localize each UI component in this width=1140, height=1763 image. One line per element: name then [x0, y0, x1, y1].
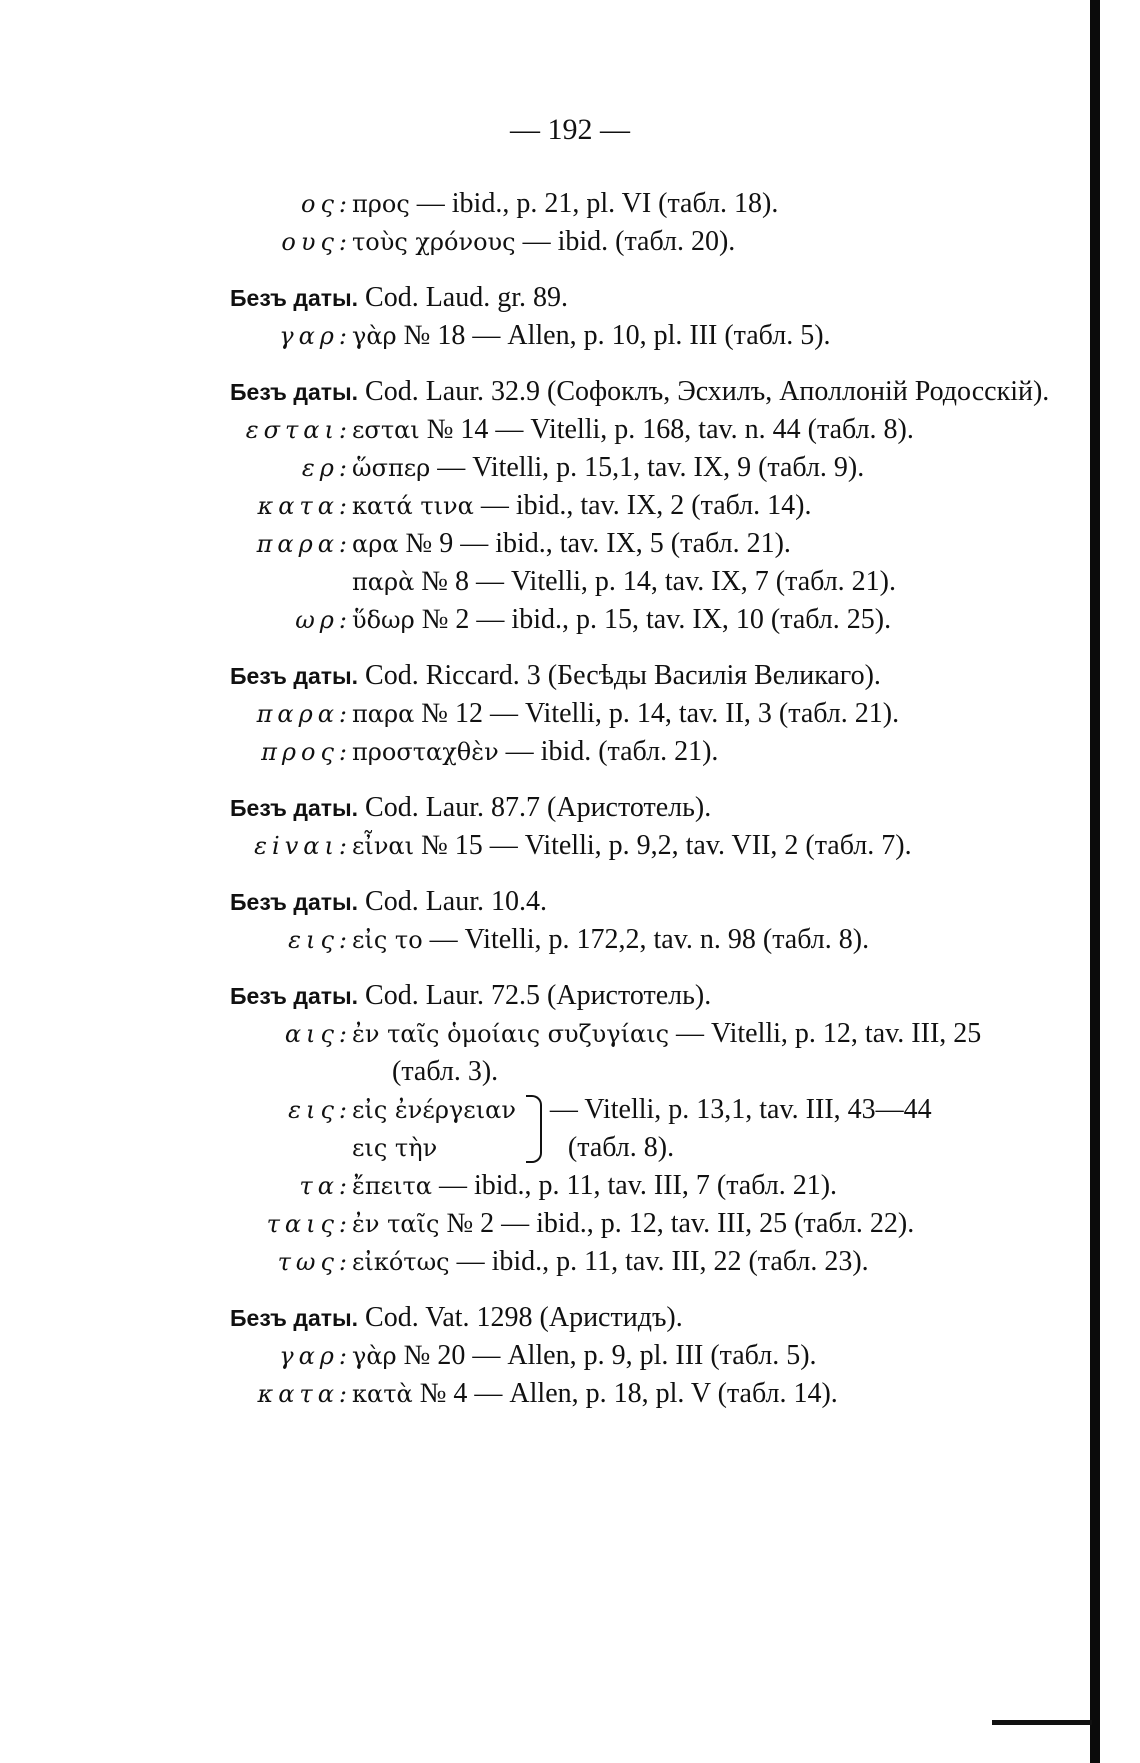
entry-label: εις:: [288, 1096, 352, 1124]
section-heading: [230, 977, 1050, 1015]
entry-line: [230, 733, 1050, 771]
entry-line: [230, 1375, 1050, 1413]
heading-text: Cod. Riccard. 3 (Бесѣды Василія Великаго).: [358, 660, 881, 691]
heading-text: Cod. Laur. 32.9 (Софоклъ, Эсхилъ, Аполлоній Родосскій).: [358, 376, 1050, 407]
reference-text: № 8 — Vitelli, p. 14, tav. IX, 7 (табл. 21).: [414, 566, 896, 597]
greek-word: εἰκότως: [352, 1248, 450, 1276]
entry-label: εσται:: [245, 416, 352, 444]
greek-word: παρα: [352, 700, 415, 728]
section-heading: [230, 883, 1050, 921]
reference-text: № 2 — ibid., p. 15, tav. IX, 10 (табл. 25).: [414, 604, 892, 635]
greek-word: ἐν ταῖς ὁμοίαις συζυγίαις: [352, 1020, 670, 1048]
heading-label: Безъ даты.: [230, 889, 359, 915]
reference-text: № 20 — Allen, p. 9, pl. III (табл. 5).: [396, 1340, 817, 1371]
page-edge-shadow: [1090, 0, 1100, 1763]
entry-label: κατα:: [257, 1380, 352, 1408]
reference-text: № 15 — Vitelli, p. 9,2, tav. VII, 2 (табл. 7).: [414, 830, 912, 861]
reference-text: — ibid., p. 21, pl. VI (табл. 18).: [409, 188, 779, 219]
entry-line: [230, 1205, 1050, 1243]
greek-word: ἔπειτα: [352, 1172, 432, 1200]
brace-group: [352, 1091, 932, 1167]
entry-line: [230, 1337, 1050, 1375]
entry-label: τα:: [299, 1172, 352, 1200]
entry-label: εις:: [288, 926, 352, 954]
greek-word: ὕδωρ: [352, 606, 415, 634]
greek-word: τοὺς χρόνους: [352, 228, 516, 256]
entry-label: γαρ:: [279, 322, 352, 350]
section-heading: [230, 373, 1050, 411]
entry-line: [230, 921, 1050, 959]
entry-line: [230, 487, 1050, 525]
entry-line: [230, 411, 1050, 449]
entry-label: ους:: [281, 228, 352, 256]
entry-line: [230, 317, 1050, 355]
greek-word: ἐν ταῖς: [352, 1210, 440, 1238]
reference-text: (табл. 8).: [567, 1132, 675, 1163]
reference-text: — Vitelli, p. 12, tav. III, 25: [669, 1018, 982, 1049]
reference-text: — Vitelli, p. 15,1, tav. IX, 9 (табл. 9).: [430, 452, 865, 483]
entry-line: [230, 827, 1050, 865]
reference-text: — Vitelli, p. 13,1, tav. III, 43—44: [549, 1094, 932, 1125]
greek-word: γὰρ: [352, 322, 397, 350]
entry-line: [230, 449, 1050, 487]
greek-word: ὥσπερ: [352, 454, 431, 482]
page-number: — 192 —: [510, 113, 630, 146]
heading-label: Безъ даты.: [230, 379, 359, 405]
greek-word: εἰς το: [352, 926, 423, 954]
entry-label: γαρ:: [279, 1342, 352, 1370]
section-heading: [230, 279, 1050, 317]
entry-line: [230, 223, 1050, 261]
reference-text: № 4 — Allen, p. 18, pl. V (табл. 14).: [412, 1378, 838, 1409]
heading-text: Cod. Laur. 72.5 (Аристотель).: [358, 980, 712, 1011]
greek-word: εἶναι: [352, 832, 415, 860]
entry-label: ερ:: [301, 454, 352, 482]
entry-line: [230, 695, 1050, 733]
heading-text: Cod. Laur. 10.4.: [358, 886, 548, 917]
greek-word: γὰρ: [352, 1342, 397, 1370]
entry-label: προς:: [261, 738, 352, 766]
section-heading: [230, 789, 1050, 827]
reference-text: № 12 — Vitelli, p. 14, tav. II, 3 (табл. 21).: [414, 698, 900, 729]
entry-line: [230, 185, 1050, 223]
entry-line: [230, 601, 1050, 639]
heading-label: Безъ даты.: [230, 285, 359, 311]
entry-continuation: (табл. 3).: [392, 1056, 499, 1087]
greek-word: εσται: [352, 416, 420, 444]
heading-label: Безъ даты.: [230, 663, 359, 689]
scan-mark: [992, 1720, 1092, 1725]
entry-line: [230, 1015, 1050, 1053]
heading-label: Безъ даты.: [230, 1305, 359, 1331]
reference-text: № 14 — Vitelli, p. 168, tav. n. 44 (табл. 8).: [419, 414, 914, 445]
heading-text: Cod. Laud. gr. 89.: [358, 282, 569, 313]
entry-label: ταις:: [266, 1210, 352, 1238]
entry-line: [230, 563, 1050, 601]
reference-text: — ibid. (табл. 20).: [515, 226, 736, 257]
greek-word: εις τὴν: [352, 1134, 438, 1162]
entry-label: παρα:: [256, 700, 352, 728]
greek-word: κατὰ: [352, 1380, 413, 1408]
greek-word: παρὰ: [352, 568, 415, 596]
reference-text: № 2 — ibid., p. 12, tav. III, 25 (табл. 22).: [439, 1208, 915, 1239]
greek-word: κατά τινα: [352, 492, 474, 520]
greek-word: αρα: [352, 530, 399, 558]
entry-line: [230, 525, 1050, 563]
reference-text: № 18 — Allen, p. 10, pl. III (табл. 5).: [396, 320, 831, 351]
curly-brace: [526, 1095, 542, 1163]
section-heading: [230, 1299, 1050, 1337]
entry-label: κατα:: [257, 492, 352, 520]
greek-word: εἰς ἐνέργειαν: [352, 1096, 516, 1124]
greek-word: προσταχθὲν: [352, 738, 499, 766]
heading-label: Безъ даты.: [230, 983, 359, 1009]
reference-text: — ibid., tav. IX, 2 (табл. 14).: [473, 490, 812, 521]
page-body: [230, 185, 1050, 1413]
brace-entry: [230, 1091, 1050, 1167]
entry-label: ωρ:: [295, 606, 352, 634]
entry-label: τως:: [277, 1248, 352, 1276]
heading-label: Безъ даты.: [230, 795, 359, 821]
section-heading: [230, 657, 1050, 695]
reference-text: — ibid. (табл. 21).: [498, 736, 719, 767]
entry-line: [230, 1167, 1050, 1205]
entry-label: παρα:: [256, 530, 352, 558]
heading-text: Cod. Vat. 1298 (Аристидъ).: [358, 1302, 683, 1333]
reference-text: — ibid., p. 11, tav. III, 7 (табл. 21).: [431, 1170, 838, 1201]
reference-text: — Vitelli, p. 172,2, tav. n. 98 (табл. 8).: [422, 924, 870, 955]
greek-word: προς: [352, 190, 410, 218]
heading-text: Cod. Laur. 87.7 (Аристотель).: [358, 792, 712, 823]
entry-line: [230, 1243, 1050, 1281]
entry-label: αις:: [284, 1020, 352, 1048]
entry-label: ος:: [301, 190, 352, 218]
reference-text: — ibid., p. 11, tav. III, 22 (табл. 23).: [449, 1246, 869, 1277]
entry-label: εivαι:: [254, 832, 352, 860]
reference-text: № 9 — ibid., tav. IX, 5 (табл. 21).: [398, 528, 791, 559]
